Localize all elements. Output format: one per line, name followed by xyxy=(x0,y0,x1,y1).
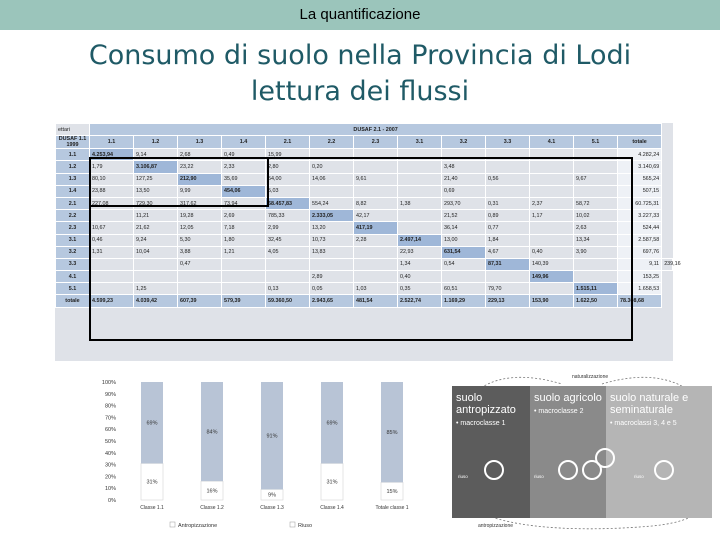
table-cell: 58,72 xyxy=(574,197,618,209)
table-row xyxy=(56,234,673,246)
x-category-label: Classe 1.2 xyxy=(200,505,224,511)
column-header: 4.1 xyxy=(530,136,574,149)
data-label-antropizzazione: 16% xyxy=(206,488,218,495)
table-cell xyxy=(310,149,354,161)
table-cell xyxy=(90,258,134,270)
section-title: La quantificazione xyxy=(299,6,421,23)
table-cell: 417,19 xyxy=(354,222,398,234)
table-cell: 1,38 xyxy=(398,197,442,209)
group-header: DUSAF 2.1 - 2007 xyxy=(90,124,662,136)
table-cell: 454,06 xyxy=(222,185,266,197)
table-cell: 9,14 xyxy=(134,149,178,161)
table-cell: 79,70 xyxy=(486,283,530,295)
data-label-antropizzazione: 9% xyxy=(268,492,276,499)
table-cell: 13,83 xyxy=(310,246,354,258)
table-cell: 36,14 xyxy=(442,222,486,234)
legend-swatch-antropizzazione xyxy=(170,522,175,527)
table-cell: 1.169,29 xyxy=(442,295,486,307)
table-cell: 8,82 xyxy=(354,197,398,209)
table-cell xyxy=(222,271,266,283)
stacked-bar-chart xyxy=(90,374,430,540)
table-cell: 507,15 xyxy=(618,185,662,197)
x-category-label: Classe 1.1 xyxy=(140,505,164,511)
y-tick-label: 10% xyxy=(104,486,116,493)
column-header: 2.1 xyxy=(266,136,310,149)
table-row xyxy=(56,271,673,283)
table-cell: 2,69 xyxy=(222,210,266,222)
table-cell: 1,21 xyxy=(222,246,266,258)
table-cell xyxy=(354,271,398,283)
row-label: 3.3 xyxy=(56,258,90,270)
table-cell xyxy=(178,283,222,295)
table-cell: 140,39 xyxy=(530,258,574,270)
table-cell: 631,54 xyxy=(442,246,486,258)
table-cell: 54,00 xyxy=(266,173,310,185)
table-cell xyxy=(354,246,398,258)
table-cell: 0,35 xyxy=(398,283,442,295)
table-cell: 13,20 xyxy=(310,222,354,234)
row-label: 1.3 xyxy=(56,173,90,185)
table-cell: 9,99 xyxy=(178,185,222,197)
column-header: 1.3 xyxy=(178,136,222,149)
table-cell: 293,70 xyxy=(442,197,486,209)
table-cell: 239,16 xyxy=(662,258,673,270)
table-cell xyxy=(178,271,222,283)
table-cell: 0,40 xyxy=(398,271,442,283)
row-label: 3.2 xyxy=(56,246,90,258)
table-row xyxy=(56,185,673,197)
table-row xyxy=(56,173,673,185)
column-header: 3.1 xyxy=(398,136,442,149)
table-cell: 785,33 xyxy=(266,210,310,222)
table-cell: 3.106,87 xyxy=(134,161,178,173)
table-row xyxy=(56,197,673,209)
table-cell: 227,08 xyxy=(90,197,134,209)
table-cell: 0,47 xyxy=(178,258,222,270)
table-cell: 10,73 xyxy=(310,234,354,246)
table-cell xyxy=(574,258,618,270)
table-cell xyxy=(574,185,618,197)
table-cell: 7,18 xyxy=(222,222,266,234)
table-cell: 5,03 xyxy=(266,185,310,197)
panel-agricultural xyxy=(530,386,606,518)
table-cell: 2,80 xyxy=(266,161,310,173)
table-cell: 565,24 xyxy=(618,173,662,185)
table-cell xyxy=(442,149,486,161)
table-cell: 317,62 xyxy=(178,197,222,209)
panel-anthropized-title: suolo antropizzato xyxy=(456,392,516,416)
table-cell: 1,03 xyxy=(354,283,398,295)
table-cell: 2,89 xyxy=(310,271,354,283)
naturalization-label: naturalizzazione xyxy=(572,374,609,380)
table-cell: 21,52 xyxy=(442,210,486,222)
table-cell: 15,99 xyxy=(266,149,310,161)
table-cell: 0,46 xyxy=(90,234,134,246)
table-cell xyxy=(530,234,574,246)
table-cell xyxy=(530,222,574,234)
table-cell: 3.140,69 xyxy=(618,161,662,173)
legend-label-riuso: Riuso xyxy=(298,523,313,529)
cycle-icon-1 xyxy=(484,460,504,480)
row-label: 2.2 xyxy=(56,210,90,222)
data-label-antropizzazione: 15% xyxy=(386,489,398,496)
table-cell: 2,33 xyxy=(222,161,266,173)
table-cell: 0,54 xyxy=(442,258,486,270)
table-cell: 87,31 xyxy=(486,258,530,270)
table-cell xyxy=(398,173,442,185)
table-cell: 4.039,42 xyxy=(134,295,178,307)
table-row xyxy=(56,149,673,161)
table-cell xyxy=(310,258,354,270)
table-cell xyxy=(398,210,442,222)
table-cell: 12,05 xyxy=(178,222,222,234)
y-tick-label: 0% xyxy=(108,498,116,504)
table-cell xyxy=(530,185,574,197)
table-cell: 10,02 xyxy=(574,210,618,222)
y-tick-label: 30% xyxy=(104,462,116,469)
table-cell: 3,90 xyxy=(574,246,618,258)
table-cell: 13,00 xyxy=(442,234,486,246)
table-cell xyxy=(90,271,134,283)
x-category-label: Classe 1.4 xyxy=(320,505,344,511)
column-header: 3.2 xyxy=(442,136,486,149)
panel-anthropized-bullet: • macroclasse 1 xyxy=(456,420,506,427)
column-header: 5.1 xyxy=(574,136,618,149)
table-cell: 0,69 xyxy=(442,185,486,197)
table-row xyxy=(56,258,673,270)
table-cell: 229,13 xyxy=(486,295,530,307)
table-cell: 23,22 xyxy=(178,161,222,173)
title-line-1: Consumo di suolo nella Provincia di Lodi xyxy=(88,40,632,71)
table-cell: 2.497,14 xyxy=(398,234,442,246)
table-cell: 0,13 xyxy=(266,283,310,295)
table-cell: 127,25 xyxy=(134,173,178,185)
table-cell: 0,49 xyxy=(222,149,266,161)
table-cell xyxy=(486,271,530,283)
y-tick-label: 50% xyxy=(104,439,116,445)
table-cell: 9,11 xyxy=(618,258,662,270)
table-cell xyxy=(310,185,354,197)
row-label: 1.1 xyxy=(56,149,90,161)
table-cell: 59.360,50 xyxy=(266,295,310,307)
y-tick-label: 70% xyxy=(104,415,116,422)
section-header xyxy=(0,0,720,30)
legend-label-antropizzazione: Antropizzazione xyxy=(178,523,218,529)
table-cell: 0,31 xyxy=(486,197,530,209)
cycle-icon-2 xyxy=(558,460,578,480)
table-cell: 9,67 xyxy=(574,173,618,185)
table-cell: 58.457,83 xyxy=(266,197,310,209)
table-cell: 42,17 xyxy=(354,210,398,222)
table-cell xyxy=(486,185,530,197)
table-cell: 2.522,74 xyxy=(398,295,442,307)
table-cell xyxy=(486,161,530,173)
table-cell xyxy=(354,258,398,270)
panel-agricultural-bullet: • macroclasse 2 xyxy=(534,408,584,415)
table-cell xyxy=(530,173,574,185)
table-cell xyxy=(222,283,266,295)
table-cell: 1,80 xyxy=(222,234,266,246)
table-cell: 481,54 xyxy=(354,295,398,307)
table-cell xyxy=(90,283,134,295)
row-label: 3.1 xyxy=(56,234,90,246)
table-cell: 10,04 xyxy=(134,246,178,258)
y-tick-label: 40% xyxy=(104,450,116,457)
data-label-riuso: 85% xyxy=(386,430,398,437)
table-cell xyxy=(398,185,442,197)
table-cell: 0,20 xyxy=(310,161,354,173)
table-cell: 60,51 xyxy=(442,283,486,295)
table-cell xyxy=(90,210,134,222)
table-cell xyxy=(530,283,574,295)
table-cell: 697,76 xyxy=(618,246,662,258)
row-label: totale xyxy=(56,295,90,307)
table-cell: 4,67 xyxy=(486,246,530,258)
column-header: 1.1 xyxy=(90,136,134,149)
table-cell: 2.943,65 xyxy=(310,295,354,307)
anthropization-label: antropizzazione xyxy=(478,523,514,529)
column-header: 1.4 xyxy=(222,136,266,149)
table-cell: 554,24 xyxy=(310,197,354,209)
table-cell: 2,37 xyxy=(530,197,574,209)
table-cell xyxy=(442,271,486,283)
table-cell xyxy=(574,161,618,173)
table-cell: 0,40 xyxy=(530,246,574,258)
table-cell xyxy=(574,149,618,161)
table-cell xyxy=(398,222,442,234)
table-cell: 21,40 xyxy=(442,173,486,185)
table-row xyxy=(56,283,673,295)
table-cell: 212,90 xyxy=(178,173,222,185)
table-cell: 9,61 xyxy=(354,173,398,185)
table-cell: 0,05 xyxy=(310,283,354,295)
column-header: 2.3 xyxy=(354,136,398,149)
row-label: 2.3 xyxy=(56,222,90,234)
data-label-antropizzazione: 31% xyxy=(146,479,158,486)
table-cell: 13,34 xyxy=(574,234,618,246)
page-title xyxy=(0,38,720,110)
chart-svg xyxy=(90,374,430,540)
x-category-label: Classe 1.3 xyxy=(260,505,284,511)
table-cell xyxy=(486,149,530,161)
title-line-2: lettura dei flussi xyxy=(250,76,470,107)
table-cell: 73,94 xyxy=(222,197,266,209)
data-label-riuso: 84% xyxy=(206,429,218,436)
matrix xyxy=(55,123,681,308)
table-cell xyxy=(398,149,442,161)
table-cell: 153,25 xyxy=(618,271,662,283)
table-cell xyxy=(530,149,574,161)
reuse-label-2: riuso xyxy=(534,474,544,479)
x-category-label: Totale classe 1 xyxy=(375,505,409,511)
data-label-riuso: 69% xyxy=(146,420,158,427)
soil-flow-diagram xyxy=(452,368,717,538)
table-row xyxy=(56,161,673,173)
table-cell: 3,88 xyxy=(178,246,222,258)
table-row xyxy=(56,295,673,307)
table-cell: 4.253,94 xyxy=(90,149,134,161)
table-cell: 1,34 xyxy=(398,258,442,270)
table-cell: 10,67 xyxy=(90,222,134,234)
table-cell: 1,84 xyxy=(486,234,530,246)
column-header: 1.2 xyxy=(134,136,178,149)
corner-label: ettari xyxy=(56,124,90,136)
column-header: 2.2 xyxy=(310,136,354,149)
table-cell xyxy=(222,258,266,270)
row-label: 5.1 xyxy=(56,283,90,295)
table-cell: 32,45 xyxy=(266,234,310,246)
table-cell xyxy=(134,271,178,283)
table-cell: 3.227,33 xyxy=(618,210,662,222)
table-cell xyxy=(266,258,310,270)
table-cell xyxy=(354,185,398,197)
table-cell xyxy=(266,271,310,283)
table-cell: 1,31 xyxy=(90,246,134,258)
flow-matrix-table xyxy=(55,123,681,361)
table-cell: 1.515,11 xyxy=(574,283,618,295)
table-cell: 2,68 xyxy=(178,149,222,161)
panel-natural xyxy=(606,386,712,518)
table-cell: 13,50 xyxy=(134,185,178,197)
table-cell: 0,56 xyxy=(486,173,530,185)
column-header: 3.3 xyxy=(486,136,530,149)
table-cell xyxy=(530,161,574,173)
table-cell: 579,39 xyxy=(222,295,266,307)
table-cell: 524,44 xyxy=(618,222,662,234)
table-cell: 1,25 xyxy=(134,283,178,295)
table-cell: 2,63 xyxy=(574,222,618,234)
table-cell: 78.308,68 xyxy=(618,295,662,307)
legend-swatch-riuso xyxy=(290,522,295,527)
y-tick-label: 60% xyxy=(104,427,116,434)
table-cell: 5,30 xyxy=(178,234,222,246)
table-cell: 3,48 xyxy=(442,161,486,173)
table-cell: 0,77 xyxy=(486,222,530,234)
data-label-antropizzazione: 31% xyxy=(326,479,338,486)
row-label: 4.1 xyxy=(56,271,90,283)
row-group-header: DUSAF 1.1 1999 xyxy=(56,136,90,149)
table-cell: 11,21 xyxy=(134,210,178,222)
table-cell: 23,88 xyxy=(90,185,134,197)
panel-natural-title: suolo naturale e seminaturale xyxy=(610,392,689,416)
row-label: 1.4 xyxy=(56,185,90,197)
table-cell: 4,05 xyxy=(266,246,310,258)
table-row xyxy=(56,210,673,222)
data-label-riuso: 91% xyxy=(266,433,278,440)
table-cell: 21,62 xyxy=(134,222,178,234)
table-cell: 4.599,23 xyxy=(90,295,134,307)
table-cell: 80,10 xyxy=(90,173,134,185)
table-cell: 2.587,58 xyxy=(618,234,662,246)
table-cell: 2,28 xyxy=(354,234,398,246)
table-cell: 2.333,05 xyxy=(310,210,354,222)
row-label: 2.1 xyxy=(56,197,90,209)
table-cell: 1,17 xyxy=(530,210,574,222)
cycle-icon-5 xyxy=(654,460,674,480)
table-cell: 729,30 xyxy=(134,197,178,209)
table-cell xyxy=(354,161,398,173)
reuse-label-1: riuso xyxy=(458,474,468,479)
y-tick-label: 20% xyxy=(104,474,116,481)
table-cell: 0,89 xyxy=(486,210,530,222)
table-row xyxy=(56,246,673,258)
table-cell: 153,90 xyxy=(530,295,574,307)
y-tick-label: 80% xyxy=(104,403,116,410)
table-cell: 149,96 xyxy=(530,271,574,283)
table-cell: 60.725,31 xyxy=(618,197,662,209)
y-tick-label: 90% xyxy=(104,391,116,398)
table-cell: 1,79 xyxy=(90,161,134,173)
table-cell xyxy=(134,258,178,270)
y-tick-label: 100% xyxy=(101,380,116,386)
panel-anthropized xyxy=(452,386,530,518)
table-cell: 1.622,50 xyxy=(574,295,618,307)
table-cell xyxy=(398,161,442,173)
reuse-label-3: riuso xyxy=(634,474,644,479)
table-cell: 2,99 xyxy=(266,222,310,234)
row-label: 1.2 xyxy=(56,161,90,173)
table-cell: 35,69 xyxy=(222,173,266,185)
table-cell: 607,39 xyxy=(178,295,222,307)
panel-natural-bullet: • macroclassi 3, 4 e 5 xyxy=(610,420,677,427)
table-cell: 22,93 xyxy=(398,246,442,258)
cycle-icon-4 xyxy=(595,448,615,468)
table-cell xyxy=(574,271,618,283)
table-cell xyxy=(354,149,398,161)
panel-agricultural-title: suolo agricolo xyxy=(534,392,602,404)
table-cell: 19,28 xyxy=(178,210,222,222)
table-cell: 9,24 xyxy=(134,234,178,246)
table-cell: 4.282,24 xyxy=(618,149,662,161)
table-cell: 1.658,53 xyxy=(618,283,662,295)
data-label-riuso: 69% xyxy=(326,420,338,427)
table-row xyxy=(56,222,673,234)
column-header: totale xyxy=(618,136,662,149)
table-cell: 14,06 xyxy=(310,173,354,185)
